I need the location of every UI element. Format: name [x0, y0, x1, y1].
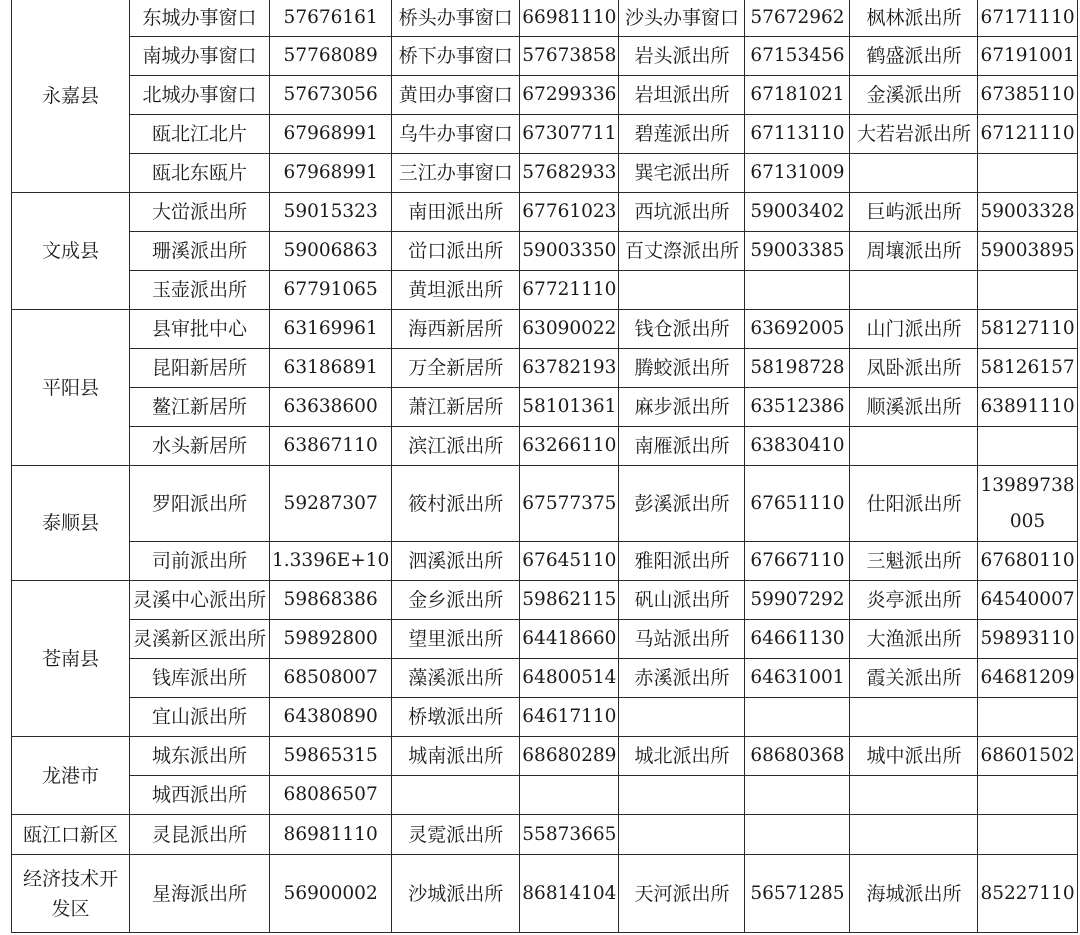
unit-name-cell: 马站派出所 [619, 620, 745, 659]
phone-cell: 67968991 [270, 115, 392, 154]
phone-cell: 63830410 [745, 427, 850, 466]
unit-name-cell: 县审批中心 [130, 310, 270, 349]
table-row [12, 37, 1078, 76]
contact-table [11, 0, 1078, 933]
table-row [12, 115, 1078, 154]
phone-cell: 57682933 [520, 154, 619, 193]
unit-name-cell: 城北派出所 [619, 737, 745, 776]
phone-cell: 59287307 [270, 466, 392, 542]
phone-cell: 59868386 [270, 581, 392, 620]
unit-name-cell: 碧莲派出所 [619, 115, 745, 154]
phone-cell: 56571285 [745, 855, 850, 933]
unit-name-cell: 桥下办事窗口 [392, 37, 520, 76]
phone-cell [978, 427, 1077, 466]
unit-name-cell: 城中派出所 [850, 737, 978, 776]
phone-cell: 67181021 [745, 76, 850, 115]
unit-name-cell: 南田派出所 [392, 193, 520, 232]
phone-cell: 57768089 [270, 37, 392, 76]
unit-name-cell: 大若岩派出所 [850, 115, 978, 154]
phone-cell [978, 271, 1077, 310]
unit-name-cell: 瓯北东瓯片 [130, 154, 270, 193]
unit-name-cell [850, 776, 978, 815]
phone-cell: 63638600 [270, 388, 392, 427]
unit-name-cell: 周壤派出所 [850, 232, 978, 271]
phone-cell: 67791065 [270, 271, 392, 310]
phone-cell: 67121110 [978, 115, 1077, 154]
table-row [12, 620, 1078, 659]
unit-name-cell: 顺溪派出所 [850, 388, 978, 427]
unit-name-cell: 司前派出所 [130, 542, 270, 581]
phone-cell: 63169961 [270, 310, 392, 349]
county-cell: 瓯江口新区 [12, 815, 130, 855]
unit-name-cell: 矾山派出所 [619, 581, 745, 620]
unit-name-cell: 桥墩派出所 [392, 698, 520, 737]
county-cell: 文成县 [12, 193, 130, 310]
phone-cell: 67968991 [270, 154, 392, 193]
unit-name-cell: 大峃派出所 [130, 193, 270, 232]
unit-name-cell: 灵溪中心派出所 [130, 581, 270, 620]
phone-cell: 1.3396E+10 [270, 542, 392, 581]
unit-name-cell: 彭溪派出所 [619, 466, 745, 542]
unit-name-cell: 筱村派出所 [392, 466, 520, 542]
phone-cell: 67113110 [745, 115, 850, 154]
unit-name-cell [850, 154, 978, 193]
phone-cell: 67680110 [978, 542, 1077, 581]
unit-name-cell: 万全新居所 [392, 349, 520, 388]
phone-cell: 63782193 [520, 349, 619, 388]
unit-name-cell: 腾蛟派出所 [619, 349, 745, 388]
phone-cell: 67721110 [520, 271, 619, 310]
unit-name-cell: 星海派出所 [130, 855, 270, 933]
unit-name-cell: 凤卧派出所 [850, 349, 978, 388]
phone-cell [745, 271, 850, 310]
county-cell: 泰顺县 [12, 466, 130, 581]
phone-cell: 63512386 [745, 388, 850, 427]
unit-name-cell: 赤溪派出所 [619, 659, 745, 698]
phone-cell: 64380890 [270, 698, 392, 737]
unit-name-cell: 灵溪新区派出所 [130, 620, 270, 659]
unit-name-cell: 萧江新居所 [392, 388, 520, 427]
phone-cell: 64661130 [745, 620, 850, 659]
unit-name-cell [850, 698, 978, 737]
unit-name-cell: 黄坦派出所 [392, 271, 520, 310]
phone-cell: 63867110 [270, 427, 392, 466]
phone-cell: 86981110 [270, 815, 392, 855]
phone-cell: 64681209 [978, 659, 1077, 698]
table-row [12, 193, 1078, 232]
unit-name-cell: 泗溪派出所 [392, 542, 520, 581]
unit-name-cell: 天河派出所 [619, 855, 745, 933]
unit-name-cell: 巽宅派出所 [619, 154, 745, 193]
phone-cell [978, 776, 1077, 815]
phone-cell [978, 698, 1077, 737]
county-cell: 永嘉县 [12, 0, 130, 193]
phone-cell [745, 776, 850, 815]
unit-name-cell: 雅阳派出所 [619, 542, 745, 581]
phone-cell: 57673858 [520, 37, 619, 76]
table-row [12, 76, 1078, 115]
phone-cell: 64631001 [745, 659, 850, 698]
phone-cell: 85227110 [978, 855, 1077, 933]
phone-cell: 58198728 [745, 349, 850, 388]
unit-name-cell: 金溪派出所 [850, 76, 978, 115]
table-row [12, 388, 1078, 427]
unit-name-cell [392, 776, 520, 815]
unit-name-cell: 桥头办事窗口 [392, 0, 520, 37]
phone-cell [520, 776, 619, 815]
unit-name-cell: 城南派出所 [392, 737, 520, 776]
unit-name-cell: 霞关派出所 [850, 659, 978, 698]
unit-name-cell [619, 698, 745, 737]
phone-cell: 67299336 [520, 76, 619, 115]
unit-name-cell: 岩坦派出所 [619, 76, 745, 115]
unit-name-cell: 大渔派出所 [850, 620, 978, 659]
phone-cell: 64617110 [520, 698, 619, 737]
unit-name-cell: 海城派出所 [850, 855, 978, 933]
unit-name-cell: 望里派出所 [392, 620, 520, 659]
table-row [12, 698, 1078, 737]
phone-cell: 63692005 [745, 310, 850, 349]
unit-name-cell: 鹤盛派出所 [850, 37, 978, 76]
unit-name-cell: 城西派出所 [130, 776, 270, 815]
phone-cell: 58126157 [978, 349, 1077, 388]
table-row [12, 154, 1078, 193]
table-row [12, 659, 1078, 698]
phone-cell: 67191001 [978, 37, 1077, 76]
table-row [12, 466, 1078, 542]
phone-cell: 64540007 [978, 581, 1077, 620]
phone-cell: 68508007 [270, 659, 392, 698]
phone-cell: 64418660 [520, 620, 619, 659]
phone-cell: 68601502 [978, 737, 1077, 776]
phone-cell: 13989738005 [978, 466, 1077, 542]
unit-name-cell: 钱仓派出所 [619, 310, 745, 349]
phone-cell: 59015323 [270, 193, 392, 232]
phone-cell: 58101361 [520, 388, 619, 427]
unit-name-cell: 瓯北江北片 [130, 115, 270, 154]
phone-cell: 59892800 [270, 620, 392, 659]
phone-cell: 56900002 [270, 855, 392, 933]
unit-name-cell: 百丈漈派出所 [619, 232, 745, 271]
phone-cell: 59003328 [978, 193, 1077, 232]
unit-name-cell [850, 815, 978, 855]
phone-cell: 63090022 [520, 310, 619, 349]
phone-cell: 59003402 [745, 193, 850, 232]
phone-cell: 57672962 [745, 0, 850, 37]
table-row [12, 581, 1078, 620]
phone-cell: 55873665 [520, 815, 619, 855]
table-row [12, 737, 1078, 776]
unit-name-cell: 沙城派出所 [392, 855, 520, 933]
unit-name-cell: 海西新居所 [392, 310, 520, 349]
unit-name-cell: 巨屿派出所 [850, 193, 978, 232]
unit-name-cell: 城东派出所 [130, 737, 270, 776]
table-row [12, 349, 1078, 388]
unit-name-cell: 炎亭派出所 [850, 581, 978, 620]
phone-cell: 67667110 [745, 542, 850, 581]
unit-name-cell: 玉壶派出所 [130, 271, 270, 310]
unit-name-cell [850, 271, 978, 310]
phone-cell: 67651110 [745, 466, 850, 542]
phone-cell: 86814104 [520, 855, 619, 933]
table-row [12, 855, 1078, 933]
phone-cell: 67307711 [520, 115, 619, 154]
unit-name-cell: 麻步派出所 [619, 388, 745, 427]
phone-cell: 68680289 [520, 737, 619, 776]
phone-cell: 58127110 [978, 310, 1077, 349]
phone-cell: 59003350 [520, 232, 619, 271]
unit-name-cell: 南城办事窗口 [130, 37, 270, 76]
phone-cell [745, 815, 850, 855]
phone-cell [978, 154, 1077, 193]
phone-cell: 63186891 [270, 349, 392, 388]
table-row [12, 815, 1078, 855]
unit-name-cell: 鳌江新居所 [130, 388, 270, 427]
unit-name-cell: 山门派出所 [850, 310, 978, 349]
table-row [12, 542, 1078, 581]
phone-cell: 68680368 [745, 737, 850, 776]
unit-name-cell [619, 815, 745, 855]
unit-name-cell: 东城办事窗口 [130, 0, 270, 37]
unit-name-cell: 黄田办事窗口 [392, 76, 520, 115]
unit-name-cell: 昆阳新居所 [130, 349, 270, 388]
phone-cell: 59893110 [978, 620, 1077, 659]
phone-cell: 59907292 [745, 581, 850, 620]
unit-name-cell: 藻溪派出所 [392, 659, 520, 698]
unit-name-cell: 三江办事窗口 [392, 154, 520, 193]
phone-cell: 68086507 [270, 776, 392, 815]
unit-name-cell: 滨江派出所 [392, 427, 520, 466]
unit-name-cell: 枫林派出所 [850, 0, 978, 37]
table-row [12, 271, 1078, 310]
unit-name-cell: 三魁派出所 [850, 542, 978, 581]
phone-cell: 63266110 [520, 427, 619, 466]
unit-name-cell: 罗阳派出所 [130, 466, 270, 542]
table-row [12, 232, 1078, 271]
unit-name-cell [850, 427, 978, 466]
unit-name-cell: 北城办事窗口 [130, 76, 270, 115]
phone-cell: 64800514 [520, 659, 619, 698]
phone-cell: 66981110 [520, 0, 619, 37]
unit-name-cell: 宜山派出所 [130, 698, 270, 737]
phone-cell: 67645110 [520, 542, 619, 581]
phone-cell: 59862115 [520, 581, 619, 620]
phone-cell: 67131009 [745, 154, 850, 193]
unit-name-cell: 南雁派出所 [619, 427, 745, 466]
unit-name-cell: 钱库派出所 [130, 659, 270, 698]
county-cell: 苍南县 [12, 581, 130, 737]
county-cell: 龙港市 [12, 737, 130, 815]
unit-name-cell: 峃口派出所 [392, 232, 520, 271]
phone-cell: 67385110 [978, 76, 1077, 115]
phone-cell: 59003895 [978, 232, 1077, 271]
unit-name-cell: 灵霓派出所 [392, 815, 520, 855]
phone-cell: 67577375 [520, 466, 619, 542]
unit-name-cell: 仕阳派出所 [850, 466, 978, 542]
phone-cell: 67761023 [520, 193, 619, 232]
unit-name-cell: 沙头办事窗口 [619, 0, 745, 37]
phone-cell: 67153456 [745, 37, 850, 76]
unit-name-cell: 金乡派出所 [392, 581, 520, 620]
unit-name-cell: 珊溪派出所 [130, 232, 270, 271]
phone-cell: 67171110 [978, 0, 1077, 37]
unit-name-cell [619, 776, 745, 815]
unit-name-cell: 乌牛办事窗口 [392, 115, 520, 154]
table-row [12, 776, 1078, 815]
phone-cell [978, 815, 1077, 855]
unit-name-cell: 灵昆派出所 [130, 815, 270, 855]
phone-cell: 59865315 [270, 737, 392, 776]
phone-cell [745, 698, 850, 737]
phone-cell: 59003385 [745, 232, 850, 271]
unit-name-cell: 西坑派出所 [619, 193, 745, 232]
unit-name-cell: 水头新居所 [130, 427, 270, 466]
phone-cell: 63891110 [978, 388, 1077, 427]
phone-cell: 59006863 [270, 232, 392, 271]
phone-cell: 57673056 [270, 76, 392, 115]
county-cell: 经济技术开发区 [12, 855, 130, 933]
table-row [12, 427, 1078, 466]
table-row [12, 0, 1078, 37]
table-row [12, 310, 1078, 349]
unit-name-cell: 岩头派出所 [619, 37, 745, 76]
county-cell: 平阳县 [12, 310, 130, 466]
unit-name-cell [619, 271, 745, 310]
phone-cell: 57676161 [270, 0, 392, 37]
